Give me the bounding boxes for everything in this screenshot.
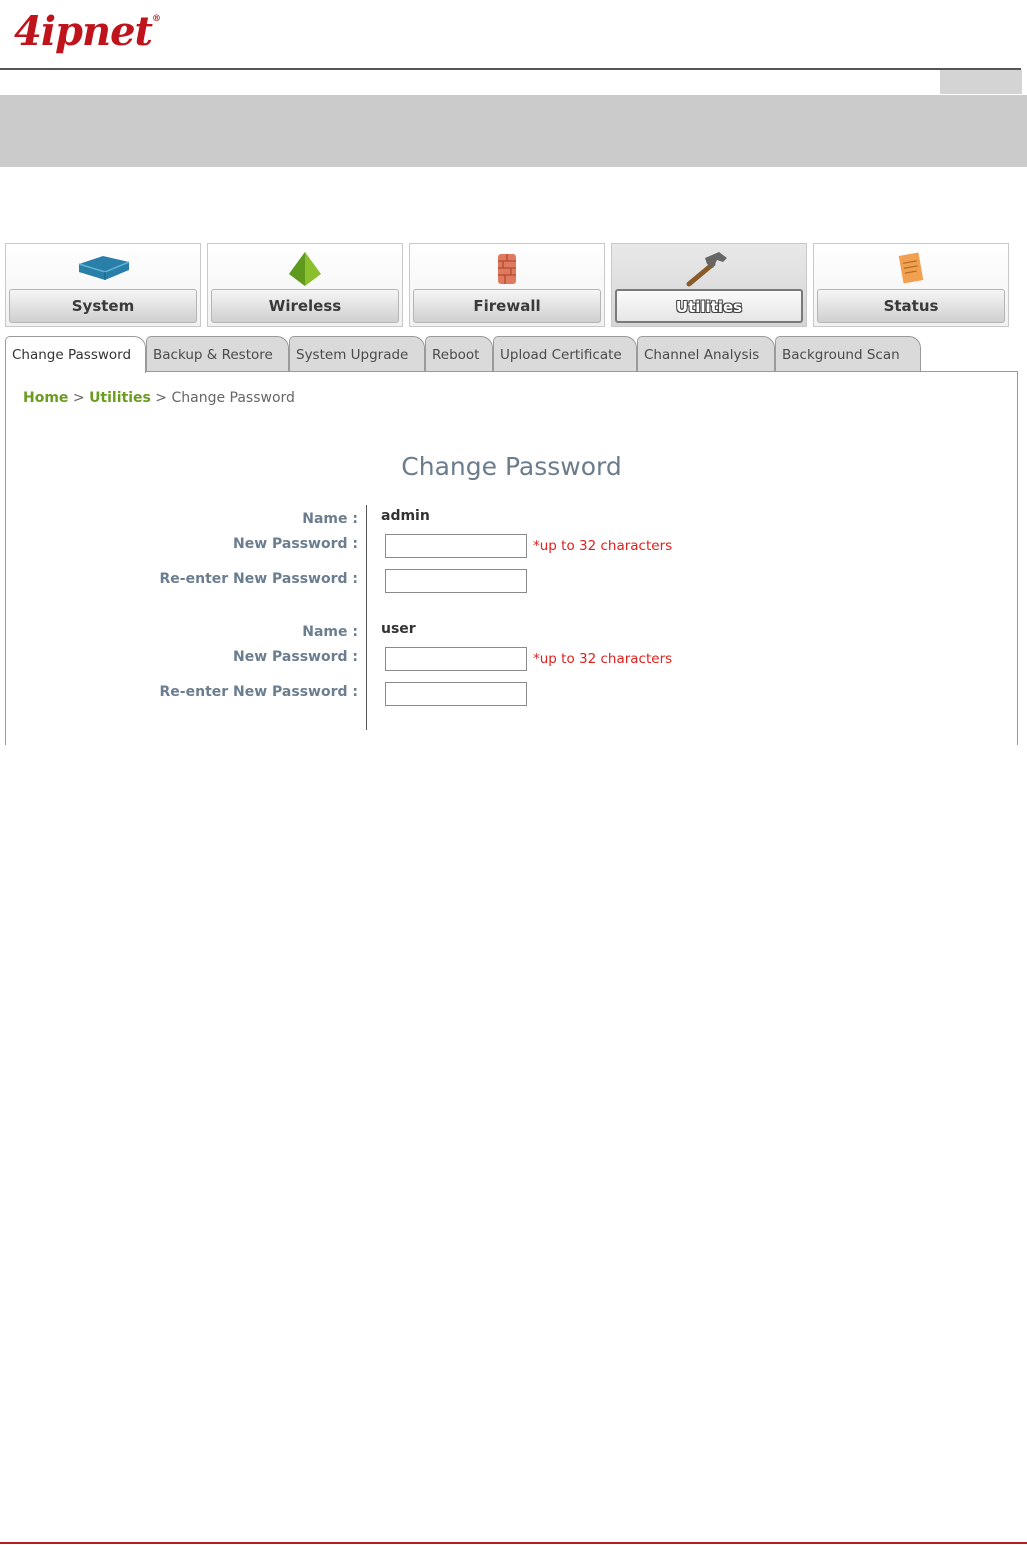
password-length-hint: *up to 32 characters <box>533 538 673 554</box>
breadcrumb <box>23 390 295 406</box>
main-tab-system[interactable] <box>5 243 201 327</box>
account-name-user: user <box>381 621 416 637</box>
logo-4ipnet: 4ipnet® <box>14 8 161 55</box>
reenter-password-label: Re-enter New Password : <box>159 684 358 700</box>
footer-divider <box>0 1542 1027 1544</box>
antenna-icon <box>275 250 335 288</box>
subtab-channel-analysis[interactable]: Channel Analysis <box>637 336 775 371</box>
firewall-icon <box>477 250 537 288</box>
admin-new-password-input[interactable] <box>385 534 527 558</box>
main-tab-status[interactable] <box>813 243 1009 327</box>
account-name-admin: admin <box>381 508 430 524</box>
hammer-icon <box>679 250 739 288</box>
user-reenter-password-input[interactable] <box>385 682 527 706</box>
subtab-reboot[interactable]: Reboot <box>425 336 493 371</box>
main-tab-wireless[interactable] <box>207 243 403 327</box>
reenter-password-label: Re-enter New Password : <box>159 571 358 587</box>
main-tab-utilities[interactable] <box>611 243 807 327</box>
main-tab-label: Status <box>817 289 1005 323</box>
form-divider <box>366 505 367 730</box>
breadcrumb-home-link[interactable]: Home <box>23 390 69 406</box>
sub-tab-bar <box>5 336 1020 372</box>
breadcrumb-current: Change Password <box>171 390 295 406</box>
breadcrumb-separator: > <box>150 390 172 406</box>
name-label: Name : <box>302 511 358 527</box>
header-band <box>0 95 1027 167</box>
main-tab-label: System <box>9 289 197 323</box>
breadcrumb-separator: > <box>68 390 90 406</box>
main-tab-firewall[interactable] <box>409 243 605 327</box>
content-panel <box>5 371 1018 745</box>
user-new-password-input[interactable] <box>385 647 527 671</box>
subtab-change-password[interactable]: Change Password <box>5 336 146 373</box>
main-tab-label: Wireless <box>211 289 399 323</box>
name-label: Name : <box>302 624 358 640</box>
password-length-hint: *up to 32 characters <box>533 651 673 667</box>
subtab-backup-restore[interactable]: Backup & Restore <box>146 336 289 371</box>
subtab-system-upgrade[interactable]: System Upgrade <box>289 336 425 371</box>
switch-icon <box>73 250 133 288</box>
subtab-upload-certificate[interactable]: Upload Certificate <box>493 336 637 371</box>
header-divider <box>0 68 1021 70</box>
notepad-icon <box>881 250 941 288</box>
subtab-background-scan[interactable]: Background Scan <box>775 336 921 371</box>
header-corner-block <box>940 70 1022 94</box>
main-navigation <box>5 243 1015 329</box>
new-password-label: New Password : <box>233 536 358 552</box>
new-password-label: New Password : <box>233 649 358 665</box>
page-title: Change Password <box>401 452 622 481</box>
breadcrumb-utilities-link[interactable]: Utilities <box>89 390 151 406</box>
admin-reenter-password-input[interactable] <box>385 569 527 593</box>
main-tab-label: Utilities <box>615 289 803 323</box>
main-tab-label: Firewall <box>413 289 601 323</box>
